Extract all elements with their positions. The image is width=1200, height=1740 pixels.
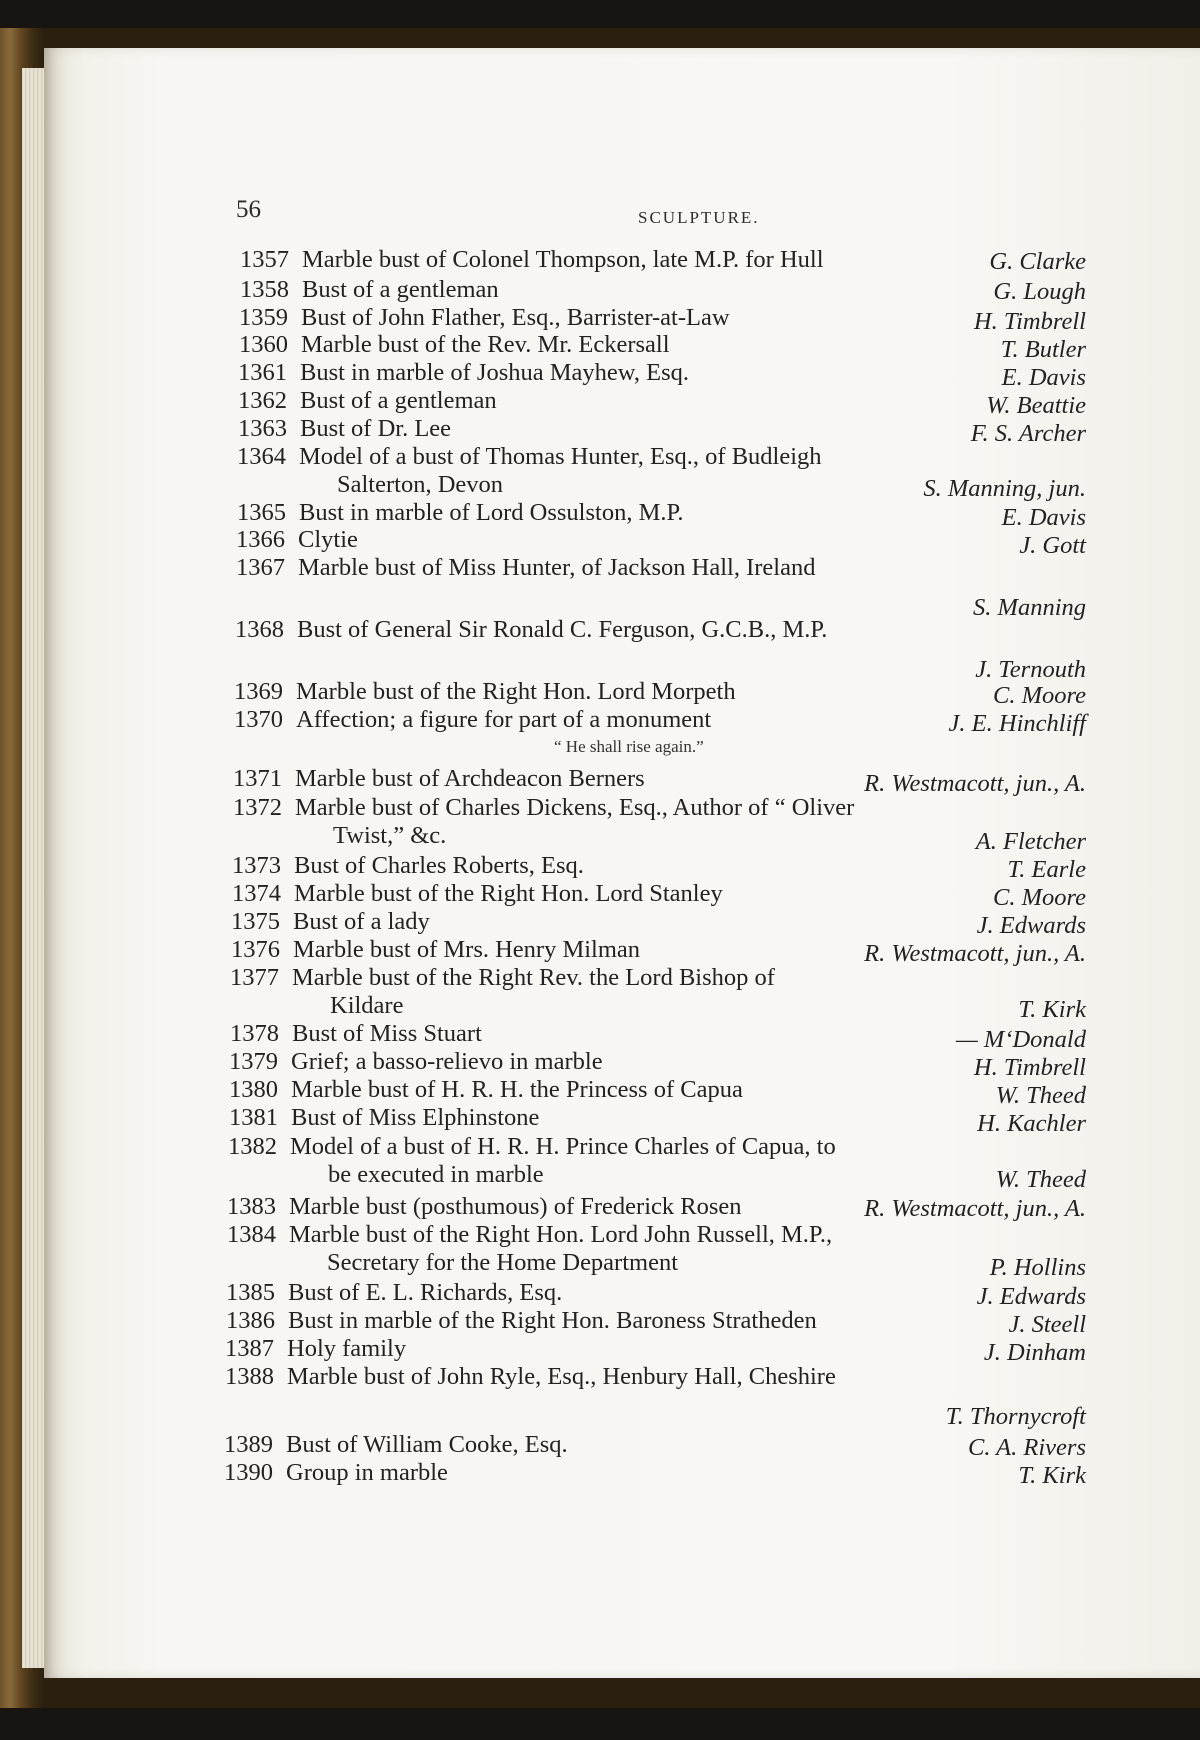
entry-number: 1365 [237, 499, 286, 526]
entry-number: 1389 [224, 1431, 273, 1458]
entry-title-continuation: be executed in marble [328, 1161, 544, 1188]
entry-quotation: “ He shall rise again.” [554, 737, 704, 756]
entry-title: Bust of John Flather, Esq., Barrister-at-Law [301, 304, 730, 331]
entry-title: Bust in marble of Lord Ossulston, M.P. [299, 499, 684, 526]
entry-title: Bust of William Cooke, Esq. [286, 1431, 568, 1458]
entry-title: Marble bust of John Ryle, Esq., Henbury Hall, Cheshire [287, 1363, 836, 1390]
entry-title: Marble bust of Colonel Thompson, late M.P. for Hull [302, 246, 824, 273]
entry-artist: J. Gott [1019, 532, 1086, 559]
entry-number: 1386 [226, 1307, 275, 1334]
entry-title: Marble bust of the Right Hon. Lord John Russell, M.P., [289, 1221, 833, 1248]
entry-artist: T. Earle [1007, 856, 1086, 883]
entry-artist: W. Theed [995, 1082, 1086, 1109]
entry-number: 1361 [238, 359, 287, 386]
entry-artist: E. Davis [1001, 364, 1086, 391]
entry-title: Bust of E. L. Richards, Esq. [288, 1279, 563, 1306]
entry-number: 1371 [233, 765, 282, 792]
entry-title: Bust in marble of the Right Hon. Baroness Stratheden [288, 1307, 817, 1334]
entry-title: Model of a bust of Thomas Hunter, Esq., of Budleigh [299, 443, 822, 470]
entry-artist: H. Kachler [977, 1110, 1086, 1137]
entry-title: Grief; a basso-relievo in marble [291, 1048, 603, 1075]
entry-artist: P. Hollins [989, 1254, 1086, 1281]
entry-artist: W. Theed [995, 1166, 1086, 1193]
entry-number: 1368 [235, 616, 284, 643]
entry-title-continuation: Secretary for the Home Department [327, 1249, 679, 1276]
entry-number: 1366 [236, 526, 285, 553]
entry-artist: T. Kirk [1018, 996, 1086, 1023]
entry-number: 1377 [230, 964, 279, 991]
entry-artist: J. Ternouth [975, 656, 1086, 683]
entry-number: 1387 [225, 1335, 274, 1362]
entry-title: Marble bust of the Right Rev. the Lord Bishop of [292, 964, 775, 991]
entry-artist: R. Westmacott, jun., A. [864, 770, 1086, 797]
entry-artist: F. S. Archer [970, 420, 1086, 447]
entry-title: Marble bust of Archdeacon Berners [295, 765, 645, 792]
book-spread [0, 28, 1200, 1708]
entry-artist: R. Westmacott, jun., A. [864, 940, 1086, 967]
entry-number: 1358 [240, 276, 289, 303]
entry-number: 1383 [227, 1193, 276, 1220]
entry-title: Bust of a gentleman [300, 387, 497, 414]
entry-title: Bust of Charles Roberts, Esq. [294, 852, 584, 879]
running-title: SCULPTURE. [638, 208, 760, 227]
page-edges [22, 68, 44, 1668]
entry-title: Bust of Dr. Lee [300, 415, 452, 442]
entry-number: 1378 [230, 1020, 279, 1047]
entry-number: 1374 [232, 880, 281, 907]
entry-title: Bust of General Sir Ronald C. Ferguson, G.C.B., M.P. [297, 616, 828, 643]
entry-artist: — M‘Donald [956, 1026, 1086, 1053]
entry-artist: H. Timbrell [973, 1054, 1086, 1081]
entry-title: Marble bust (posthumous) of Frederick Rosen [289, 1193, 742, 1220]
entry-title: Affection; a figure for part of a monument [296, 706, 712, 733]
entry-title: Bust of a lady [293, 908, 430, 935]
entry-artist: T. Butler [1000, 336, 1086, 363]
entry-artist: S. Manning [973, 594, 1086, 621]
entry-number: 1372 [233, 794, 282, 821]
entry-title: Marble bust of Charles Dickens, Esq., Author of “ Oliver [295, 794, 855, 821]
catalogue-page [44, 48, 1200, 1678]
entry-artist: C. A. Rivers [968, 1434, 1086, 1461]
entry-artist: A. Fletcher [975, 828, 1086, 855]
entry-number: 1363 [238, 415, 287, 442]
entry-number: 1375 [231, 908, 280, 935]
entry-artist: T. Kirk [1018, 1462, 1086, 1489]
entry-number: 1390 [224, 1459, 273, 1486]
entry-title-continuation: Salterton, Devon [337, 471, 504, 498]
entry-number: 1364 [237, 443, 286, 470]
entry-title: Marble bust of the Rev. Mr. Eckersall [301, 331, 670, 358]
entry-number: 1370 [234, 706, 283, 733]
entry-number: 1362 [238, 387, 287, 414]
entry-artist: E. Davis [1001, 504, 1086, 531]
entry-artist: J. E. Hinchliff [948, 710, 1086, 737]
entry-number: 1373 [232, 852, 281, 879]
entry-title: Marble bust of the Right Hon. Lord Stanley [294, 880, 723, 907]
entry-number: 1379 [229, 1048, 278, 1075]
entry-artist: S. Manning, jun. [923, 475, 1086, 502]
entry-artist: G. Clarke [989, 248, 1086, 275]
entry-artist: R. Westmacott, jun., A. [864, 1195, 1086, 1222]
entry-number: 1388 [225, 1363, 274, 1390]
entry-number: 1357 [240, 246, 289, 273]
entry-number: 1382 [228, 1133, 277, 1160]
entry-title: Marble bust of Miss Hunter, of Jackson Hall, Ireland [298, 554, 816, 581]
entry-title: Group in marble [286, 1459, 448, 1486]
entry-artist: W. Beattie [986, 392, 1086, 419]
page-number: 56 [236, 196, 261, 223]
entry-title: Marble bust of Mrs. Henry Milman [293, 936, 641, 963]
entry-title: Bust of a gentleman [302, 276, 499, 303]
entry-title: Bust of Miss Elphinstone [291, 1104, 540, 1131]
entry-artist: J. Steell [1008, 1311, 1086, 1338]
entry-number: 1360 [239, 331, 288, 358]
entry-title: Model of a bust of H. R. H. Prince Charles of Capua, to [290, 1133, 836, 1160]
entry-title-continuation: Twist,” &c. [333, 822, 447, 849]
entry-title: Marble bust of H. R. H. the Princess of Capua [291, 1076, 743, 1103]
entry-number: 1369 [234, 678, 283, 705]
entry-artist: T. Thornycroft [945, 1403, 1086, 1430]
entry-artist: J. Edwards [976, 912, 1086, 939]
entry-title: Bust of Miss Stuart [292, 1020, 482, 1047]
entry-artist: C. Moore [993, 682, 1086, 709]
entry-title: Holy family [287, 1335, 407, 1362]
entry-number: 1376 [231, 936, 280, 963]
entry-title-continuation: Kildare [330, 992, 404, 1019]
entry-artist: G. Lough [993, 278, 1086, 305]
entry-number: 1359 [239, 304, 288, 331]
entry-artist: J. Dinham [983, 1339, 1086, 1366]
entry-artist: C. Moore [993, 884, 1086, 911]
entry-artist: H. Timbrell [973, 308, 1086, 335]
entry-title: Bust in marble of Joshua Mayhew, Esq. [300, 359, 689, 386]
entry-number: 1385 [226, 1279, 275, 1306]
entry-title: Marble bust of the Right Hon. Lord Morpeth [296, 678, 736, 705]
entry-number: 1384 [227, 1221, 276, 1248]
catalogue-entries [44, 48, 1200, 1678]
entry-number: 1380 [229, 1076, 278, 1103]
entry-number: 1367 [236, 554, 285, 581]
entry-artist: J. Edwards [976, 1283, 1086, 1310]
entry-title: Clytie [298, 526, 358, 553]
entry-number: 1381 [229, 1104, 278, 1131]
